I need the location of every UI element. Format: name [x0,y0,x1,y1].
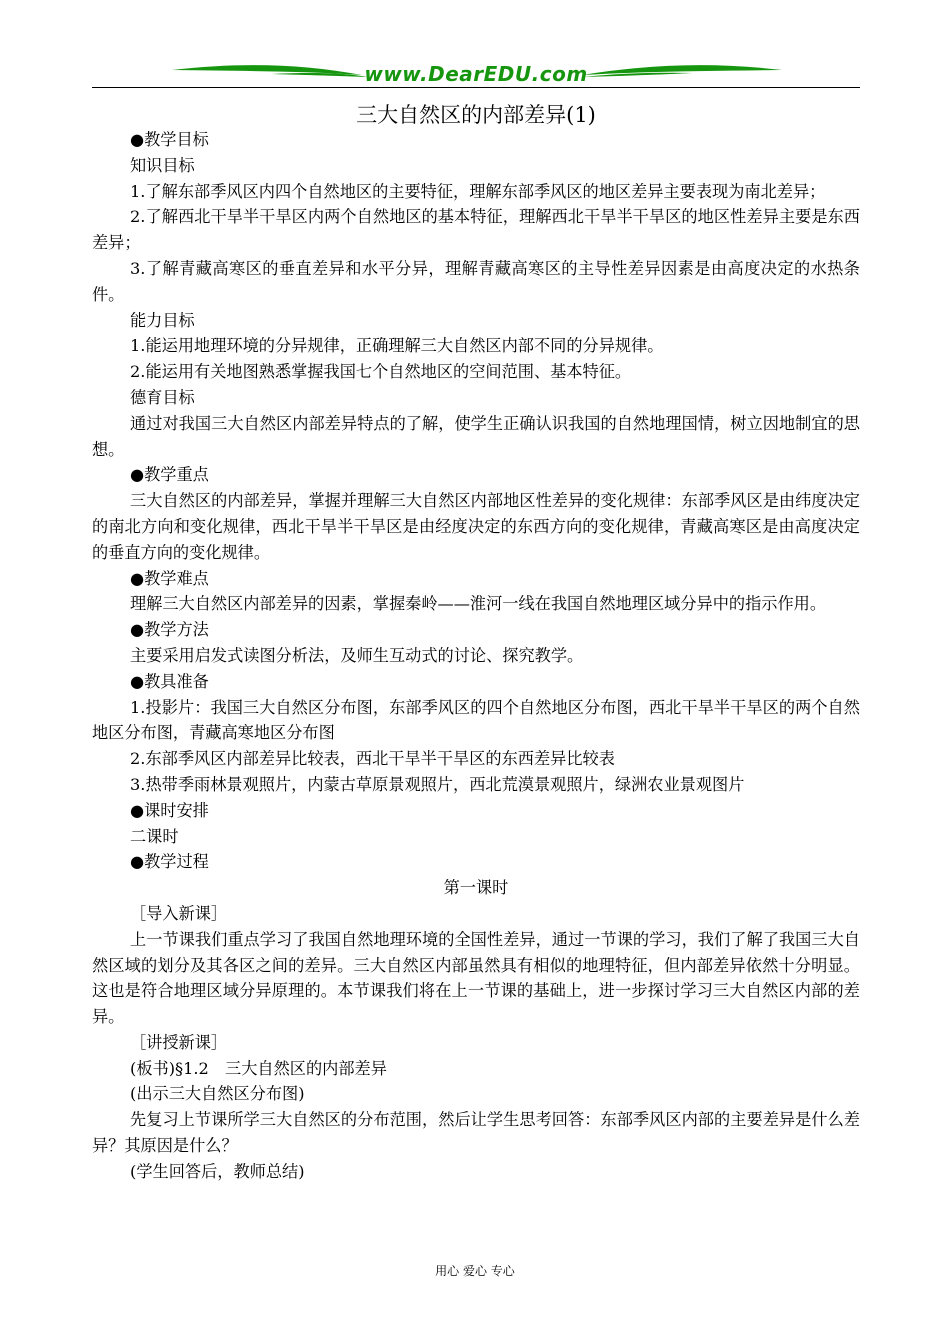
page-title: 三大自然区的内部差异(1) [356,103,596,127]
body-paragraph: 3.了解青藏高寒区的垂直差异和水平分异，理解青藏高寒区的主导性差异因素是由高度决定的水热条件。 [92,258,860,304]
body-paragraph: 三大自然区的内部差异，掌握并理解三大自然区内部地区性差异的变化规律：东部季风区是由纬度决定的南北方向和变化规律，西北干旱半干旱区是由经度决定的东西方向的变化规律，青藏高寒区是由高度决定的垂直方向的变化规律。 [92,491,860,562]
body-paragraph: 1.了解东部季风区内四个自然地区的主要特征，理解东部季风区的地区差异主要表现为南北差异； [130,181,826,201]
body-paragraph: 1.能运用地理环境的分异规律，正确理解三大自然区内部不同的分异规律。 [130,336,664,356]
body-paragraph: ［讲授新课］ [130,1032,228,1052]
body-paragraph: 2.了解西北干旱半干旱区内两个自然地区的基本特征，理解西北干旱半干旱区的地区性差异主要是东西差异； [92,207,860,253]
body-paragraph: 先复习上节课所学三大自然区的分布范围，然后让学生思考回答：东部季风区内部的主要差异是什么差异？其原因是什么？ [92,1110,860,1156]
site-logo-text: www.DearEDU.com [364,62,588,86]
body-paragraph: 1.投影片：我国三大自然区分布图，东部季风区的四个自然地区分布图，西北干旱半干旱区的两个自然地区分布图，青藏高寒地区分布图 [92,697,860,743]
body-paragraph: 2.能运用有关地图熟悉掌握我国七个自然地区的空间范围、基本特征。 [130,362,632,382]
body-paragraph: 2.东部季风区内部差异比较表，西北干旱半干旱区的东西差异比较表 [130,749,615,769]
body-paragraph: 能力目标 [130,310,195,330]
body-paragraph: ●教学过程 [130,852,209,872]
body-paragraph: 理解三大自然区内部差异的因素，掌握秦岭——淮河一线在我国自然地理区域分异中的指示作用。 [130,594,827,614]
body-paragraph: 二课时 [130,826,179,846]
body-paragraph: ●教学难点 [130,568,209,588]
page-footer: 用心 爱心 专心 [435,1264,515,1278]
body-paragraph: (学生回答后，教师总结) [130,1161,305,1181]
body-paragraph: ●教学重点 [130,465,209,485]
body-paragraph: ●教学方法 [130,620,209,640]
body-paragraph: (板书)§1.2 三大自然区的内部差异 [130,1058,387,1078]
body-paragraph: 上一节课我们重点学习了我国自然地理环境的全国性差异，通过一节课的学习，我们了解了我国三大自然区域的划分及其各区之间的差异。三大自然区内部虽然具有相似的地理特征，但内部差异依然十分明显。这也是符合地理区域分异原理的。本节课我们将在上一节课的基础上，进一步探讨学习三大自然区内部的差异。 [92,929,860,1027]
body-paragraph: 第一课时 [443,878,509,898]
body-paragraph: 德育目标 [130,387,195,407]
body-paragraph: ●教具准备 [130,671,209,691]
body-paragraph: 知识目标 [130,155,195,175]
body-paragraph: 主要采用启发式读图分析法，及师生互动式的讨论、探究教学。 [130,645,584,665]
body-paragraph: 通过对我国三大自然区内部差异特点的了解，使学生正确认识我国的自然地理国情，树立因地制宜的思想。 [92,413,860,459]
body-paragraph: ［导入新课］ [130,903,228,923]
body-paragraph: ●教学目标 [130,130,209,149]
body-paragraph: ●课时安排 [130,800,209,820]
header-rule [92,87,860,88]
body-paragraph: (出示三大自然区分布图) [130,1084,305,1104]
body-paragraph: 3.热带季雨林景观照片，内蒙古草原景观照片，西北荒漠景观照片，绿洲农业景观图片 [130,774,745,794]
document-body [92,127,860,1185]
